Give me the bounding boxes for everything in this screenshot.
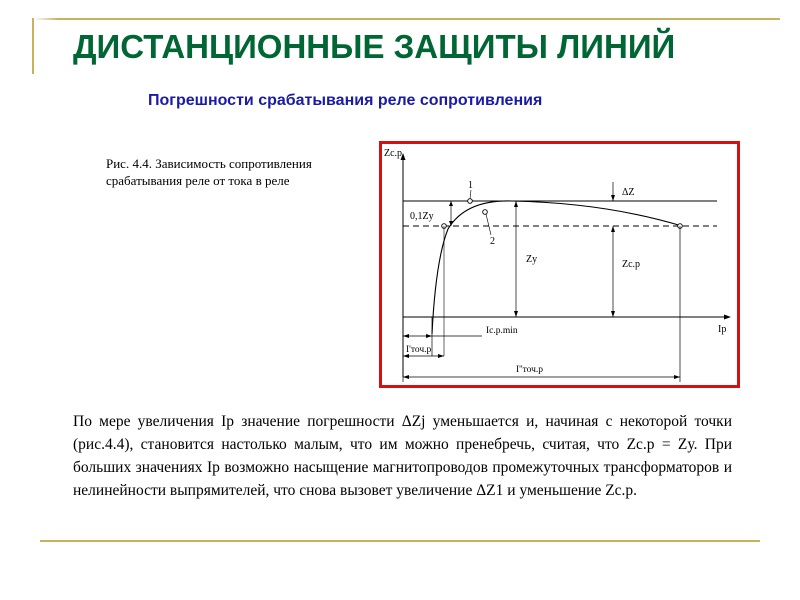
characteristic-curve: [432, 201, 682, 334]
delta-z-label: ΔZ: [622, 187, 635, 198]
zcp-label: Zс.р: [622, 259, 641, 270]
itoch2-arrow-right: [674, 375, 680, 379]
point-2-leader: [486, 214, 491, 235]
zcp-arrow-top: [611, 226, 615, 232]
tenth-zy-arrow-top: [449, 201, 453, 206]
itoch1-arrow-right: [438, 354, 444, 358]
point-1-label: 1: [468, 180, 473, 191]
itoch1-label: I'точ.р: [406, 345, 432, 355]
delta-z-arrow: [611, 195, 615, 201]
body-paragraph: По мере увеличения Iр значение погрешности ΔZj уменьшается и, начиная с некоторой точки (рис.4.4), становится настолько малым, что им можно пренебречь, считая, что Zс.р = Zу. При больших значениях Iр возможно насыщение магнитопроводов промежуточных трансформаторов и нелинейности выпрямителей, что снова вызовет увеличение ΔZ1 и уменьшение Zс.р.: [73, 413, 732, 499]
left-decor-line: [32, 18, 34, 74]
icp-min-label: Iс.р.min: [486, 326, 518, 336]
bottom-decor-line: [40, 540, 760, 542]
slide-title: ДИСТАНЦИОННЫЕ ЗАЩИТЫ ЛИНИЙ: [73, 28, 676, 65]
zcp-arrow-bottom: [611, 311, 615, 317]
figure-caption: Рис. 4.4. Зависимость сопротивления срабатывания реле от тока в реле: [106, 156, 312, 188]
impedance-current-diagram: [382, 144, 737, 385]
top-decor-line: [18, 18, 780, 20]
zy-arrow-top: [514, 201, 518, 207]
itoch2-arrow-left: [403, 375, 409, 379]
point-1-marker: [468, 199, 473, 204]
zy-label: Zу: [526, 254, 538, 265]
x-axis-arrow: [724, 315, 731, 320]
x-axis-label: Iр: [718, 324, 727, 335]
point-2-marker: [483, 210, 488, 215]
y-axis-label: Zс.р: [384, 148, 403, 159]
icp-min-arrow-right: [426, 334, 432, 338]
point-2-label: 2: [490, 236, 495, 247]
point-1-leader: [470, 190, 471, 199]
icp-min-arrow-left: [403, 334, 409, 338]
itoch2-label: I''точ.р: [516, 365, 544, 375]
slide-subtitle: Погрешности срабатывания реле сопротивления: [148, 92, 543, 109]
zy-arrow-bottom: [514, 311, 518, 317]
figure-frame: [379, 141, 740, 388]
tenth-zy-label: 0,1Zу: [410, 211, 434, 222]
